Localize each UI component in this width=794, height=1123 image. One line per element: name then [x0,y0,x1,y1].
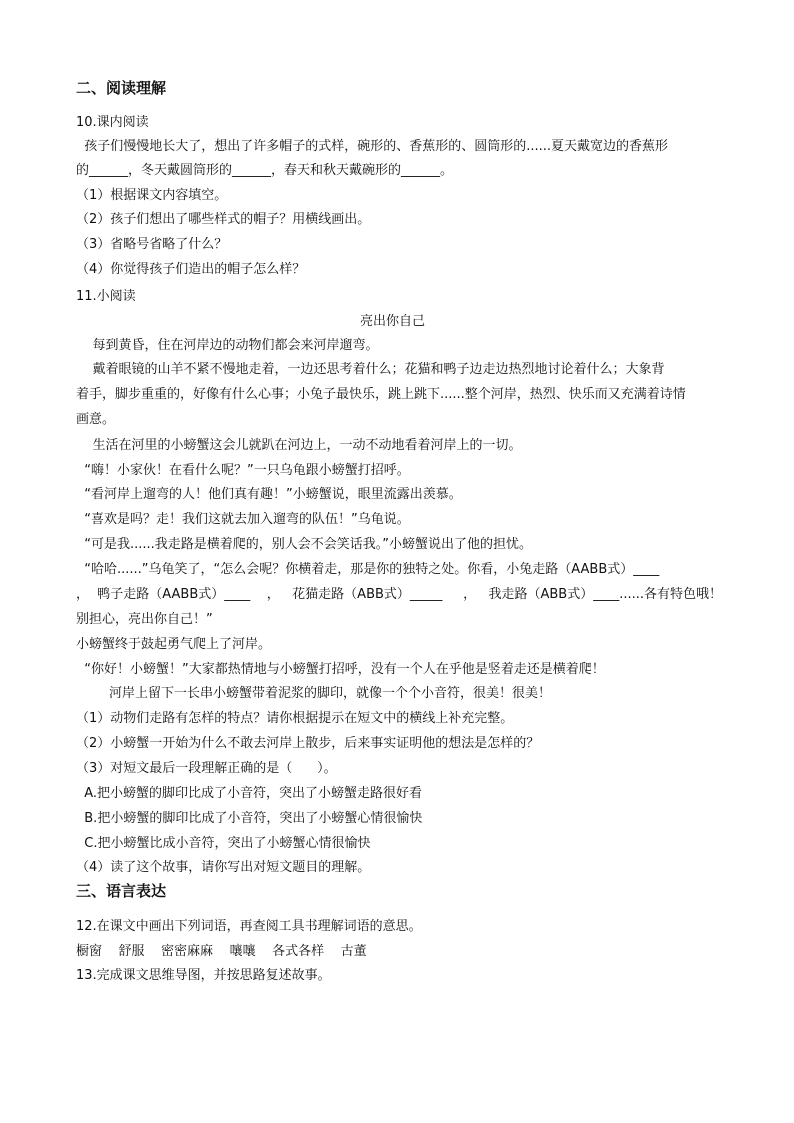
story-line: 河岸上留下一长串小螃蟹带着泥浆的脚印，就像一个个小音符，很美！很美！ [76,686,552,701]
story-line: “可是我......我走路是横着爬的，别人会不会笑话我。”小螃蟹说出了他的担忧。 [76,537,533,552]
answer-option-c: C.把小螃蟹比成小音符，突出了小螃蟹心情很愉快 [76,836,371,851]
story-line: 画意。 [76,412,116,427]
story-line: “看河岸上遛弯的人！他们真有趣！”小螃蟹说，眼里流露出羡慕。 [76,487,462,502]
story-line: 戴着眼镜的山羊不紧不慢地走着，一边还思考着什么；花猫和鸭子边走边热烈地讨论着什么；大象背 [76,362,665,377]
story-line: 别担心，亮出你自己！” [76,612,213,627]
story-line: “嗨！小家伙！在看什么呢？”一只乌龟跟小螃蟹打招呼。 [76,463,410,478]
story-line: “喜欢是吗？走！我们这就去加入遛弯的队伍！”乌龟说。 [76,512,410,527]
question-11-item: （3）对短文最后一段理解正确的是（ ）。 [76,761,337,776]
answer-option-a: A.把小螃蟹的脚印比成了小音符，突出了小螃蟹走路很好看 [76,786,423,801]
section-heading-expression: 三、语言表达 [76,882,167,900]
section-heading-reading: 二、阅读理解 [76,79,167,97]
question-10-item: （1）根据课文内容填空。 [76,188,228,203]
story-line: 着手，脚步重重的，好像有什么心事；小兔子最快乐，跳上跳下......整个河岸，热烈、快乐而又充满着诗情 [76,387,686,402]
story-title: 亮出你自己 [360,314,426,329]
story-line: “你好！小螃蟹！”大家都热情地与小螃蟹打招呼，没有一个人在乎他是竖着走还是横着爬！ [76,662,605,677]
story-line: “哈哈......”乌龟笑了，“怎么会呢？你横着走，那是你的独特之处。你看，小兔走路（AABB式）____ [76,562,660,577]
question-12-title: 12.在课文中画出下列词语，再查阅工具书理解词语的意思。 [76,919,422,934]
passage-10-line: 的______，冬天戴圆筒形的______，春天和秋天戴碗形的______。 [76,163,454,178]
question-10-item: （3）省略号省略了什么？ [76,237,228,252]
story-line: ， 鸭子走路（AABB式）____ ， 花猫走路（ABB式）_____ ， 我走路（ABB式）____......各有特色哦！ [76,587,722,602]
story-line: 小螃蟹终于鼓起勇气爬上了河岸。 [76,637,272,652]
question-11-item: （1）动物们走路有怎样的特点？请你根据提示在短文中的横线上补充完整。 [76,711,514,726]
question-11-title: 11.小阅读 [76,289,136,304]
question-10-title: 10.课内阅读 [76,115,149,130]
question-12-words: 橱窗 舒服 密密麻麻 嚷嚷 各式各样 古董 [76,944,367,959]
question-13-title: 13.完成课文思维导图，并按思路复述故事。 [76,968,331,983]
question-11-item: （2）小螃蟹一开始为什么不敢去河岸上散步，后来事实证明他的想法是怎样的？ [76,736,540,751]
question-10-item: （4）你觉得孩子们造出的帽子怎么样？ [76,262,306,277]
answer-option-b: B.把小螃蟹的脚印比成了小音符，突出了小螃蟹心情很愉快 [76,811,423,826]
passage-10-line: 孩子们慢慢地长大了，想出了许多帽子的式样，碗形的、香蕉形的、圆筒形的......夏天戴宽边的香蕉形 [76,139,669,154]
question-11-item: （4）读了这个故事，请你写出对短文题目的理解。 [76,860,371,875]
story-line: 生活在河里的小螃蟹这会儿就趴在河边上，一动不动地看着河岸上的一切。 [76,438,522,453]
question-10-item: （2）孩子们想出了哪些样式的帽子？用横线画出。 [76,212,371,227]
story-line: 每到黄昏，住在河岸边的动物们都会来河岸遛弯。 [76,338,379,353]
